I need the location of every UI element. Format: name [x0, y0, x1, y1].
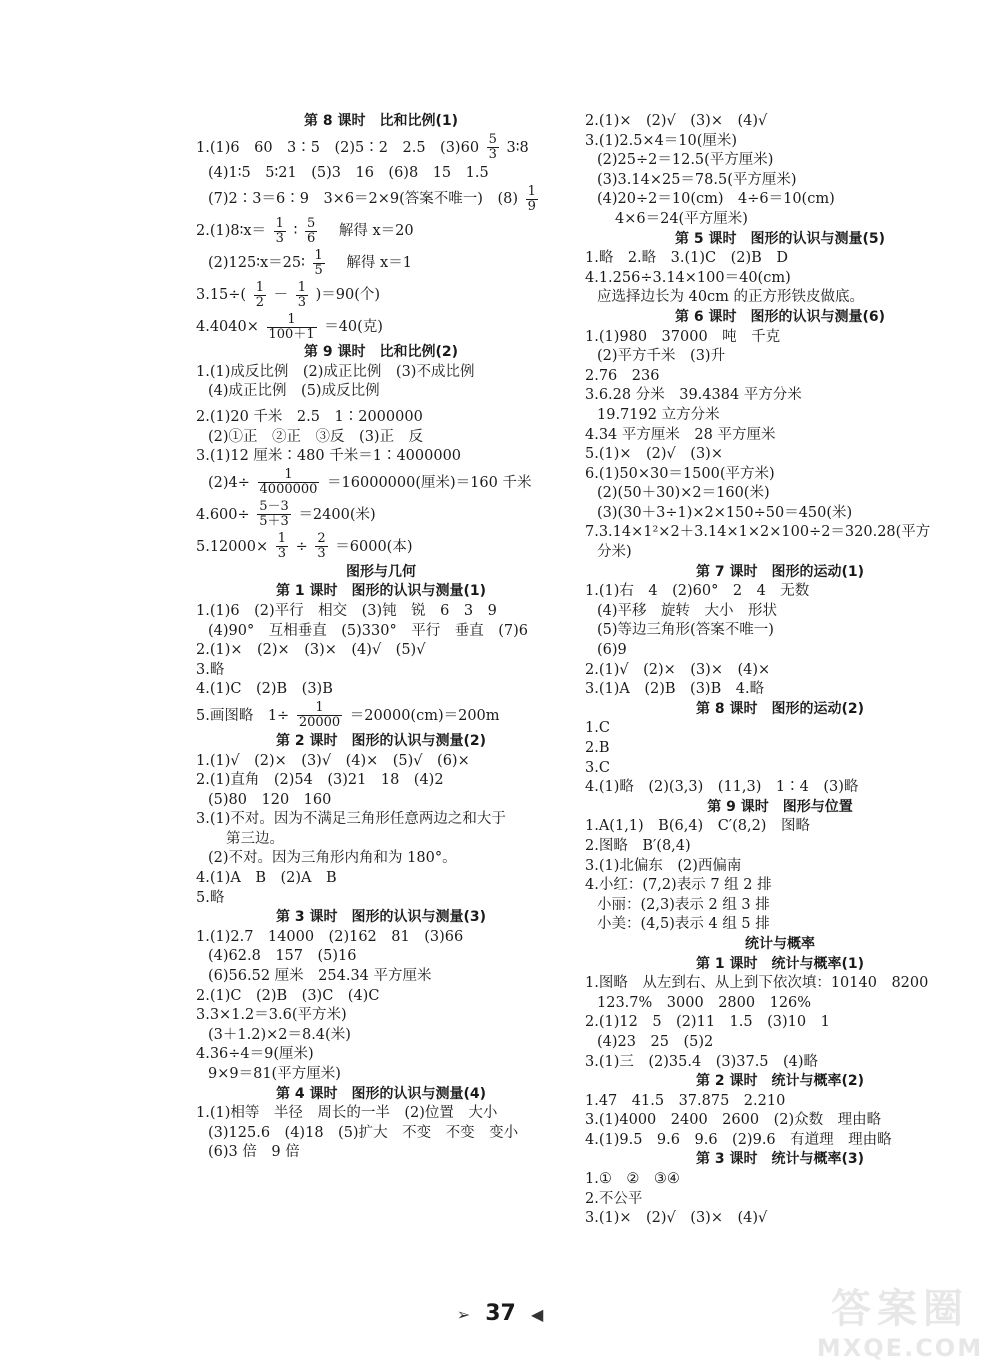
- answer-line: 2.不公平: [585, 1190, 643, 1207]
- answer-line: (2)125∶x＝25∶ $\frac{1}{5}$ 解得 x＝1: [208, 247, 412, 278]
- fraction: $\frac{1}{2}$: [255, 279, 264, 310]
- answer-line: 1.图略 从左到右、从上到下依次填：10140 8200: [585, 975, 929, 992]
- section-title: 第 4 课时 图形的认识与测量(4): [275, 1085, 487, 1102]
- answer-line: 第三边。: [226, 830, 284, 847]
- answer-line: 3.(1)北偏东 (2)西偏南: [585, 857, 742, 874]
- fraction: $\frac{5}{3}$: [488, 132, 497, 163]
- answer-line: 4.(1)9.5 9.6 9.6 (2)9.6 有道理 理由略: [585, 1131, 892, 1148]
- answer-line: (4)1∶5 5∶21 (5)3 16 (6)8 15 1.5: [208, 164, 489, 181]
- answer-line: 1.(1)2.7 14000 (2)162 81 (3)66: [196, 928, 464, 945]
- answer-line: 5.12000× $\frac{1}{3}$ ÷ $\frac{2}{3}$ ＝6000(本): [196, 531, 413, 562]
- answer-line: (2)不对。因为三角形内角和为 180°。: [208, 850, 457, 867]
- answer-line: 2.B: [585, 740, 610, 756]
- answer-line: 3.C: [585, 759, 610, 776]
- section-title: 第 1 课时 统计与概率(1): [695, 955, 865, 972]
- section-title: 第 9 课时 比和比例(2): [303, 344, 459, 361]
- answer-line: 小丽：(2,3)表示 2 组 3 排: [597, 896, 770, 913]
- answer-line: 小美：(4,5)表示 4 组 5 排: [597, 916, 770, 933]
- fraction: $\frac{1}{3}$: [297, 279, 306, 310]
- fraction: $\frac{1}{9}$: [527, 183, 536, 214]
- fraction: $\frac{1}{20000}$: [298, 700, 341, 731]
- answer-line: (4)90° 互相垂直 (5)330° 平行 垂直 (7)6: [208, 622, 528, 639]
- answer-line: 3.(1)不对。因为不满足三角形任意两边之和大于: [196, 811, 506, 828]
- answer-line: 3.6.28 分米 39.4384 平方分米: [585, 387, 802, 404]
- answer-line: 3.3×1.2＝3.6(平方米): [196, 1007, 347, 1024]
- section-title: 第 8 课时 图形的运动(2): [695, 700, 865, 717]
- answer-line: 4.36÷4＝9(厘米): [196, 1046, 314, 1063]
- section-title: 第 9 课时 图形与位置: [707, 798, 853, 815]
- answer-line: (3)(30＋3÷1)×2×150÷50＝450(米): [597, 504, 853, 521]
- answer-line: 2.图略 B′(8,4): [585, 837, 691, 854]
- section-title: 第 3 课时 图形的认识与测量(3): [275, 909, 487, 926]
- answer-line: 1.(1)相等 半径 周长的一半 (2)位置 大小: [196, 1105, 498, 1122]
- answer-line: (4)20÷2＝10(cm) 4÷6＝10(cm): [597, 191, 835, 208]
- answer-line: (4)62.8 157 (5)16: [208, 948, 357, 965]
- fraction: $\frac{1}{5}$: [314, 247, 323, 278]
- answer-line: 4.(1)C (2)B (3)B: [196, 681, 333, 698]
- answer-line: (5)80 120 160: [208, 791, 332, 808]
- answer-line: 19.7192 立方分米: [597, 406, 720, 423]
- answer-line: 1.47 41.5 37.875 2.210: [585, 1092, 786, 1109]
- answer-line: (6)9: [597, 642, 627, 659]
- section-title: 第 3 课时 统计与概率(3): [695, 1151, 865, 1168]
- answer-line: 4.34 平方厘米 28 平方厘米: [585, 426, 776, 443]
- answer-line: 2.(1)× (2)√ (3)× (4)√: [585, 113, 768, 129]
- fraction: $\frac{5}{6}$: [306, 215, 316, 246]
- answer-line: (4)成正比例 (5)成反比例: [208, 383, 380, 400]
- answer-line: (2)平方千米 (3)升: [597, 348, 726, 365]
- page-number: 37: [485, 1301, 516, 1326]
- answer-line: 1.(1)√ (2)× (3)√ (4)× (5)√ (6)×: [196, 752, 470, 769]
- answer-line: 2.(1)8∶x＝ $\frac{1}{3}$ ∶ $\frac{5}{6}$ 解得 x＝20: [196, 215, 414, 246]
- answer-line: 2.(1)√ (2)× (3)× (4)×: [585, 661, 771, 678]
- answer-line: 1.(1)成反比例 (2)成正比例 (3)不成比例: [196, 363, 475, 380]
- answer-line: 1.A(1,1) B(6,4) C′(8,2) 图略: [585, 818, 810, 835]
- answer-line: (3)3.14×25＝78.5(平方厘米): [597, 171, 797, 188]
- section-title: 第 6 课时 图形的认识与测量(6): [674, 308, 886, 325]
- section-title: 第 8 课时 比和比例(1): [303, 113, 459, 129]
- answer-line: (2)4÷ $\frac{1}{4000000}$ ＝16000000(厘米)＝160 千米: [208, 467, 532, 498]
- answer-line: 123.7% 3000 2800 126%: [597, 994, 812, 1011]
- fraction: $\frac{1}{4000000}$: [259, 467, 318, 498]
- answer-line: 4.(1)略 (2)(3,3) (11,3) 1∶4 (3)略: [585, 779, 859, 796]
- answer-line: (7)2∶3＝6∶9 3×6＝2×9(答案不唯一) (8) $\frac{1}{9}$: [208, 183, 536, 214]
- watermark-logo: 答案圈 MXQE.COM: [816, 1286, 984, 1362]
- answer-line: 6.(1)50×30＝1500(平方米): [585, 465, 775, 482]
- answer-line: (3＋1.2)×2＝8.4(米): [208, 1026, 351, 1043]
- fraction: $\frac{1}{3}$: [275, 215, 284, 246]
- answer-line: (5)等边三角形(答案不唯一): [597, 622, 774, 639]
- answer-line: 4.小红：(7,2)表示 7 组 2 排: [585, 877, 772, 894]
- fraction: $\frac{1}{3}$: [277, 531, 287, 562]
- answer-line: 7.3.14×1²×2＋3.14×1×2×100÷2＝320.28(平方: [585, 524, 931, 541]
- answer-line: 1.C: [585, 720, 610, 737]
- answer-line: (2)25÷2＝12.5(平方厘米): [597, 152, 774, 169]
- section-title: 第 5 课时 图形的认识与测量(5): [674, 230, 886, 247]
- section-title: 第 7 课时 图形的运动(1): [695, 563, 865, 580]
- answer-line: (4)23 25 (5)2: [597, 1033, 714, 1050]
- answer-line: 1.(1)6 (2)平行 相交 (3)钝 锐 6 3 9: [196, 602, 497, 619]
- answer-line: (2)①正 ②正 ③反 (3)正 反: [208, 428, 424, 445]
- answer-line: 5.画图略 1÷ $\frac{1}{20000}$ ＝20000(cm)＝200m: [196, 700, 500, 731]
- section-title: 第 2 课时 统计与概率(2): [695, 1073, 865, 1090]
- answer-line: 2.(1)12 5 (2)11 1.5 (3)10 1: [585, 1014, 830, 1031]
- fraction: $\frac{5-3}{5+3}$: [259, 499, 289, 530]
- answer-line: 2.(1)20 千米 2.5 1∶2000000: [196, 408, 423, 425]
- answer-line: 3.(1)4000 2400 2600 (2)众数 理由略: [585, 1112, 882, 1129]
- section-title: 第 1 课时 图形的认识与测量(1): [275, 583, 487, 600]
- answer-line: 1.(1)6 60 3∶5 (2)5∶2 2.5 (3)60 $\frac{5}{3}$ 3∶8: [196, 132, 529, 163]
- left-column: [196, 112, 566, 1163]
- answer-line: 5.略: [196, 889, 225, 906]
- answer-line: (2)(50＋30)×2＝160(米): [597, 485, 770, 502]
- arrow-right-icon: ➢: [456, 1305, 471, 1324]
- part-title: 统计与概率: [745, 935, 815, 952]
- fraction: $\frac{2}{3}$: [317, 531, 326, 562]
- answer-line: 分米): [597, 544, 632, 561]
- answer-line: (3)125.6 (4)18 (5)扩大 不变 不变 变小: [208, 1124, 519, 1141]
- answer-line: 1.(1)右 4 (2)60° 2 4 无数: [585, 583, 810, 600]
- answer-line: 4.1.256÷3.14×100＝40(cm): [585, 269, 791, 286]
- answer-line: 5.(1)× (2)√ (3)×: [585, 446, 723, 463]
- answer-line: 4×6＝24(平方厘米): [615, 210, 748, 227]
- answer-line: (4)平移 旋转 大小 形状: [597, 602, 778, 619]
- answer-line: 2.(1)直角 (2)54 (3)21 18 (4)2: [196, 772, 444, 789]
- answer-line: 2.(1)C (2)B (3)C (4)C: [196, 987, 380, 1004]
- answer-line: 3.(1)三 (2)35.4 (3)37.5 (4)略: [585, 1053, 819, 1070]
- answer-line: 2.76 236: [585, 367, 660, 384]
- answer-line: 应选择边长为 40cm 的正方形铁皮做底。: [597, 289, 865, 306]
- answer-line: 3.(1)2.5×4＝10(厘米): [585, 132, 738, 149]
- fraction: $\frac{1}{100+1}$: [268, 311, 315, 342]
- answer-line: 4.(1)A B (2)A B: [196, 870, 337, 887]
- answer-line: (6)3 倍 9 倍: [208, 1144, 300, 1161]
- answer-line: 3.(1)× (2)√ (3)× (4)√: [585, 1210, 768, 1227]
- answer-line: 3.略: [196, 661, 225, 678]
- answer-line: 4.600÷ $\frac{5-3}{5+3}$ ＝2400(米): [196, 499, 376, 530]
- answer-line: 1.(1)980 37000 吨 千克: [585, 328, 781, 345]
- answer-line: 4.4040× $\frac{1}{100+1}$ ＝40(克): [196, 311, 383, 342]
- part-title: 图形与几何: [346, 563, 416, 580]
- answer-line: 3.(1)A (2)B (3)B 4.略: [585, 681, 765, 698]
- answer-line: 1.① ② ③④: [585, 1171, 680, 1188]
- right-column: [585, 112, 975, 1229]
- arrow-left-icon: ◀: [530, 1305, 544, 1324]
- answer-line: 3.(1)12 厘米∶480 千米＝1∶4000000: [196, 448, 462, 465]
- answer-line: (6)56.52 厘米 254.34 平方厘米: [208, 968, 432, 985]
- answer-line: 9×9＝81(平方厘米): [208, 1066, 341, 1082]
- section-title: 第 2 课时 图形的认识与测量(2): [275, 732, 487, 749]
- answer-line: 2.(1)× (2)× (3)× (4)√ (5)√: [196, 642, 426, 659]
- answer-line: 3.15÷( $\frac{1}{2}$ － $\frac{1}{3}$ )＝90(个): [196, 279, 381, 310]
- answer-line: 1.略 2.略 3.(1)C (2)B D: [585, 250, 788, 267]
